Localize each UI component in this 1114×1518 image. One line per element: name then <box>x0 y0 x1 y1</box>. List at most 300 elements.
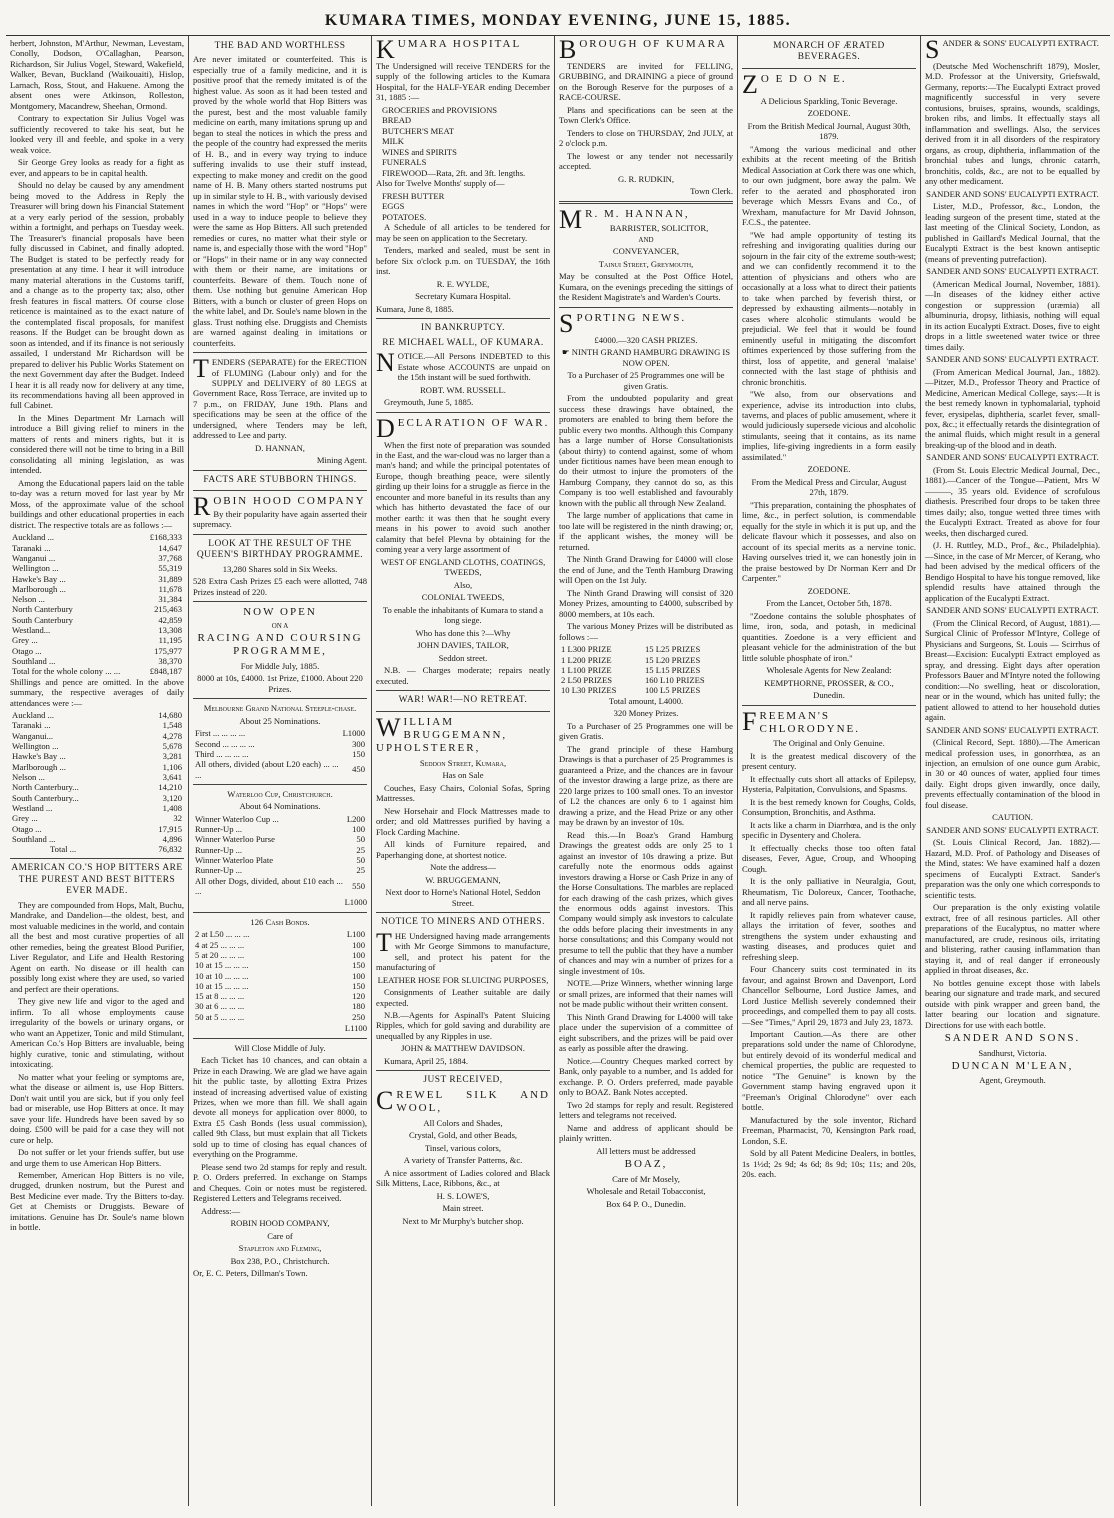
ad-paragraph: The various Money Prizes will be distributed as follows :— <box>559 621 733 642</box>
ad-line: 13,280 Shares sold in Six Weeks. <box>222 563 338 574</box>
table-cell: 42,859 <box>158 614 182 625</box>
ad-paragraph: (American Medical Journal, November, 1881).—In diseases of the kidney either active congestion or suppression (uræmia) all albuminuria, dropsy, lithiasis, nothing will equal in its action Eucalypti Extract. Doses, five to eight drops in a little sweetened water twice or three times daily. <box>925 278 1100 352</box>
divider <box>559 307 733 308</box>
table-row <box>10 543 184 553</box>
total-label: Total for the whole colony ... ... <box>12 666 121 677</box>
divider <box>376 912 550 913</box>
ad-paragraph: A Schedule of all articles to be tendered for may be seen on application to the Secretary. <box>376 222 550 243</box>
ad-date: Greymouth, June 5, 1885. <box>384 397 474 408</box>
table-row <box>10 824 184 834</box>
divider <box>193 470 367 471</box>
ad-paragraph: (J. H. Ruttley, M.D., Prof., &c., Philadelphia).—Since, in the case of Mr Mercer, of Kerang, who had been advised by the medical officers of the Bendigo Hospital to have his tongue removed, like splendid results have attained through the application of the Eucalypti Extract. <box>925 540 1100 603</box>
article-paragraph: herbert, Johnston, M'Arthur, Newman, Levestam, Conolly, Dodson, O'Callaghan, Pearson, Richardson, Sir Julius Vogel, Steward, Wakefield, Walker, Bevan, Buckland (Waikouaiti), Hislop, Larnach, Ross, Stout, and Hakuene. Among the absent ones were Atkinson, Rolleston, Montgomery, Macandrew, Sheehan, Ormond. <box>10 38 184 111</box>
ad-title: OROUGH OF KUMARA <box>579 38 727 50</box>
table-cell: 11,678 <box>158 583 182 594</box>
address-line: Box 238, P.O., Christchurch. <box>230 1255 330 1266</box>
ad-paragraph: Two 2d stamps for reply and result. Registered letters and telegrams not received. <box>559 1099 733 1121</box>
table-cell: 120 <box>352 991 365 1002</box>
table-cell: 1,106 <box>162 761 182 772</box>
table-cell: 3,281 <box>162 751 182 762</box>
attendance-total <box>10 844 184 854</box>
table-cell: 300 <box>352 738 365 749</box>
ad-paragraph: To a Purchaser of 25 Programmes one will be given Gratis. <box>559 720 733 742</box>
ad-name: BOAZ, <box>624 1158 668 1171</box>
table-cell: 1 L100 PRIZE <box>561 664 612 675</box>
total-label: Total ... <box>50 844 77 855</box>
table-row <box>193 1001 367 1011</box>
ad-line: Tinsel, various colors, <box>424 1142 502 1153</box>
table-cell: 10 at 10 ... ... ... <box>195 970 249 981</box>
section-heading: ZOEDONE. <box>807 464 851 475</box>
ad-title: OBIN HOOD COMPANY <box>213 495 366 508</box>
table-cell: Grey ... <box>12 813 38 824</box>
table-cell: L1000 <box>342 728 365 739</box>
ad-subtitle: By their popularity have again asserted their supremacy. <box>193 508 367 530</box>
table-cell: South Canterbury <box>12 614 73 625</box>
table-cell: 1,408 <box>162 802 182 813</box>
article-paragraph: Shillings and pence are omitted. In the above summary, the respective averages of daily attendances were :— <box>10 676 184 708</box>
ad-line: COLONIAL TWEEDS, <box>421 592 505 603</box>
table-row <box>10 656 184 666</box>
ad-line: Next door to Horne's National Hotel, Seddon Street. <box>385 887 541 908</box>
ad-paragraph: "This preparation, containing the phosphates of lime, &c., in perfect solution, is commendable equally for the style in which it is put up, and the delicate flavour which it possesses, and also on account of its special merits as a nervine tonic. Having ourselves tried it, we can honestly join in the praise bestowed by Dr Norman Kerr and Dr Carpenter." <box>742 499 916 584</box>
column-2 <box>189 36 372 1506</box>
signature: G. R. RUDKIN, <box>617 173 675 184</box>
ad-line: £4000.—320 CASH PRIZES. <box>594 334 698 345</box>
masthead: KUMARA TIMES, MONDAY EVENING, JUNE 15, 1885. <box>324 12 792 29</box>
ad-paragraph: Remember, American Hop Bitters is no vile, drugged, drunken nostrum, but the Purest and Best Medicine ever made. Try the Bitters to-day. Get at Chemists or Druggists. Beware of imitations. Genuine has Dr. Soule's name blown in bottle. <box>10 1170 184 1233</box>
table-cell: 4,278 <box>162 730 182 741</box>
section-heading: Melbourne Grand National Steeple-chase. <box>203 703 357 714</box>
ad-line: From the Lancet, October 5th, 1878. <box>766 598 892 609</box>
ad-line: Crystal, Gold, and other Beads, <box>408 1130 518 1141</box>
table-cell: 15 L25 PRIZES <box>644 644 701 655</box>
divider <box>742 705 916 706</box>
ad-paragraph: (Clinical Record, Sept. 1880).—The American medical profession uses, in gonorrhœa, as an injection, an emulsion of one ounce gum Arabic, in 30 or 40 ounces of water, applied four times daily. Eight drops given inwardly, once daily, prevents effectually contamination of the blood in foul disease. <box>925 737 1100 810</box>
table-cell: Runner-Up ... <box>195 865 243 876</box>
table-row <box>10 803 184 813</box>
ad-paragraph: The Ninth Grand Drawing for £4000 will close the end of June, and the Tenth Hamburg Drawing will Open on the 1st July. <box>559 554 733 586</box>
signature: ROBT. WM. RUSSELL. <box>420 384 506 395</box>
table-cell: 150 <box>352 980 365 991</box>
drop-cap: Z <box>742 69 758 99</box>
divider <box>376 412 550 413</box>
ad-paragraph: The Undersigned will receive TENDERS for the supply of the following articles to the Kumara Hospital, for the HALF-YEAR ending December 31, 1885 :— <box>376 61 550 103</box>
table-cell: Hawke's Bay ... <box>12 573 66 584</box>
table-row <box>559 644 733 654</box>
table-cell: Hawke's Bay ... <box>12 751 66 762</box>
ad-line: To enable the inhabitants of Kumara to stand a long siege. <box>382 604 544 626</box>
signature-title: Main street. <box>442 1203 484 1214</box>
ad-title: O E D O N E. <box>760 72 847 85</box>
ad-heading: RE MICHAEL WALL, OF KUMARA. <box>382 337 544 348</box>
cash-bonds-table <box>193 929 367 1022</box>
article-paragraph: Should no delay be caused by any amendment being moved to the Address in Reply the Treasurer will bring down his Financial Statement at a very early period of the session, probably within a fortnight, and perhaps on Tuesday week. The Treasurer's financial proposals have been fully discussed in Cabinet, and finally adopted. The Budget is stated to be perfectly ready for presentation at any time. I hear it will introduce many material alterations in the Customs tariff, and a change as to the property tax; also, other fresh features in fiscal matters. Of course close reticence is maintained as to the exact nature of the contemplated fiscal proposals, for manifest reasons. If the Budget can be brought down as soon as intended, and if its finance is not seriously assailed, I understand Mr Richardson will be prepared to deliver his Public Works Statement on the next Government day after the Budget. Indeed I hear it is all ready now for delivery at any time, its recommendations having all been approved in full Cabinet. <box>10 180 184 411</box>
ad-line: Wholesale Agents for New Zealand: <box>766 665 892 676</box>
ad-line: From the British Medical Journal, August 30th, 1879. <box>747 120 911 142</box>
ad-line: WEST OF ENGLAND CLOTHS, COATINGS, TWEEDS, <box>380 556 546 578</box>
table-cell: L100 <box>346 929 365 940</box>
column-4 <box>555 36 738 1506</box>
table-cell: Wanganui... <box>12 730 54 741</box>
table-cell: 37,768 <box>158 552 182 563</box>
column-6 <box>921 36 1104 1506</box>
ad-line: Total amount, L4000. <box>608 695 684 706</box>
table-cell: Southland ... <box>12 833 56 844</box>
ad-paragraph: The large number of applications that came in too late will be registered in the ninth drawing; or, if the applicant wishes, the money will be returned. <box>559 510 733 552</box>
pointing-hand-icon: ☛ <box>561 347 572 358</box>
divider <box>742 68 916 69</box>
signature-title: Mining Agent. <box>316 455 367 466</box>
table-row <box>10 625 184 635</box>
ad-line: N.B. — Charges moderate; repairs neatly executed. <box>376 665 550 686</box>
section-heading: SANDER AND SONS' EUCALYPTI EXTRACT. <box>926 266 1099 277</box>
table-cell: 100 <box>352 824 365 835</box>
hospital-items-list <box>376 105 550 178</box>
ad-paragraph: From the undoubted popularity and great success these drawings have obtained, the promoters are enabled to bring them before the public every two months. Although this Company has a large number of Horse Consultationists (about thirty) to contend against, some of whom under fictitious names have been mean enough to do their utmost to injure the promoters of the Hamburg Company, they cannot do so, as this Company is too well established and favourably known with the public all through New Zealand. <box>559 393 733 508</box>
article-paragraph: In the Mines Department Mr Larnach will introduce a Bill giving relief to miners in the matters of rents and miners rights, but it is considered there will not be time to bring in a Bill consolidating all mining legislation, as was intended. <box>10 412 184 476</box>
table-cell: 10 at 15 ... ... ... <box>195 980 249 991</box>
table-cell: 3,120 <box>162 792 182 803</box>
ad-heading: AMERICAN CO.'S HOP BITTERS ARE THE PUREST AND BEST BITTERS EVER MADE. <box>11 863 183 897</box>
signature: D. HANNAN, <box>255 442 305 453</box>
ad-paragraph: Tenders, marked and sealed, must be sent in before Six o'clock p.m. on TUESDAY, the 16th inst. <box>376 245 550 277</box>
table-cell: 15 at 8 ... ... ... <box>195 991 245 1002</box>
address-line: Stapleton and Fleming, <box>238 1243 322 1254</box>
table-cell: Runner-Up ... <box>195 844 243 855</box>
table-row <box>10 646 184 656</box>
ad-paragraph: No bottles genuine except those with labels bearing our signature and trade mark, and secured outside with pink wrapper and green band, the latter bearing our location and signature. Directions for use with each bottle. <box>925 977 1100 1030</box>
ad-line: About 25 Nominations. <box>239 715 321 726</box>
table-cell: 50 <box>356 855 365 866</box>
section-heading: ZOEDONE. <box>807 108 851 119</box>
table-cell: 31,384 <box>158 594 182 605</box>
table-cell: 3,641 <box>162 771 182 782</box>
signature: R. E. WYLDE, <box>436 278 490 289</box>
table-row <box>193 876 367 897</box>
table-cell: Otago ... <box>12 823 42 834</box>
divider <box>193 601 367 602</box>
table-row <box>10 834 184 844</box>
table-cell: Winner Waterloo Purse <box>195 834 275 845</box>
ad-heading: IN BANKRUPTCY. <box>421 323 505 334</box>
list-item: BREAD <box>382 115 412 126</box>
ad-line: Will Close Middle of July. <box>234 1042 326 1053</box>
table-row <box>193 749 367 759</box>
ad-paragraph: Lister, M.D., Professor, &c., London, the leading surgeon of the present time, stated at the last meeting of the Clinical Society, London, as published in Gaillard's Medical Journal, that the Eucalypti Extract is the best known antiseptic (means of preventing putrefaction). <box>925 201 1100 264</box>
ad-heading: MONARCH OF ÆRATED BEVERAGES. <box>773 41 885 63</box>
ad-name: KEMPTHORNE, PROSSER, & CO., <box>764 677 894 688</box>
ad-line: Also for Twelve Months' supply of— <box>376 178 505 189</box>
drop-cap: C <box>376 1085 394 1115</box>
ad-date: Kumara, June 8, 1885. <box>376 303 454 314</box>
ad-paragraph: HE Undersigned having made arrangements with Mr George Simmons to manufacture, sell, and protect his patent for the manufacturing of <box>376 930 550 973</box>
table-cell: 31,889 <box>158 573 182 584</box>
table-cell: 10 at 15 ... ... ... <box>195 960 249 971</box>
table-cell: Westland ... <box>12 802 53 813</box>
drop-cap: S <box>559 308 574 338</box>
address-line: Agent, Greymouth. <box>979 1075 1046 1086</box>
drop-cap: T <box>376 927 392 957</box>
list-item: FRESH BUTTER <box>382 190 445 201</box>
drop-cap: R <box>193 492 211 522</box>
ad-paragraph: Tenders to close on THURSDAY, 2nd JULY, at 2 o'clock p.m. <box>559 127 733 149</box>
table-row <box>193 855 367 865</box>
table-row <box>193 950 367 960</box>
ad-name: DUNCAN M'LEAN, <box>951 1060 1074 1072</box>
table-cell: South Canterbury... <box>12 792 79 803</box>
list-item: GROCERIES and PROVISIONS <box>382 104 498 115</box>
table-cell: 1 L200 PRIZE <box>561 654 612 665</box>
table-row <box>193 834 367 844</box>
table-row <box>193 845 367 855</box>
address-line: Care of Mr Mosely, <box>612 1173 680 1184</box>
table-row <box>10 604 184 614</box>
ad-line: A Delicious Sparkling, Tonic Beverage. <box>760 95 898 106</box>
table-cell: 5,678 <box>162 741 182 752</box>
ad-paragraph: It effectually checks those too often fatal diseases, Fever, Ague, Croup, and Whooping Cough. <box>742 842 916 874</box>
divider <box>193 490 367 491</box>
ad-paragraph: "Among the various medicinal and other exhibits at the recent meeting of the British Medical Association at Cork there was one which, to our own judgment, bore away the palm. We refer to the aerated and phosphorated iron beverage which Messrs Evans and Co., of Wrexham, manufacture for Mr David Johnson, F.C.S., the patentee. <box>742 143 916 228</box>
ad-paragraph: A nice assortment of Ladies colored and Black Silk Mittens, Lace, Ribbons, &c., at <box>376 1167 550 1189</box>
ad-paragraph: Each Ticket has 10 chances, and can obtain a Prize in each Drawing. We are glad we have again hit the public taste, by allotting Extra Prizes instead of increasing advertised value of existing Prizes, when we more than fill. We shall again devote all moneys for application over 8000, to Extra £5 Cash Bonds (less usual commission), called 9th Class, but must explain that all Tickets sold up to time of closing has equal chances of everything on the Programme. <box>193 1055 367 1160</box>
ad-paragraph: It effectually cuts short all attacks of Epilepsy, Hysteria, Palpitation, Convulsions, and Spasms. <box>742 773 916 795</box>
table-row <box>193 1012 367 1022</box>
ad-paragraph: Sold by all Patent Medicine Dealers, in bottles, 1s 1½d; 2s 9d; 4s 6d; 8s 9d; 10s; 11s; and 20s, 20s. each. <box>742 1148 916 1180</box>
table-cell: Marlborough ... <box>12 583 66 594</box>
list-item: BUTCHER'S MEAT <box>382 125 454 136</box>
drop-cap: K <box>376 36 395 64</box>
table-cell: Westland... <box>12 625 51 636</box>
drop-cap: T <box>193 354 209 384</box>
ad-paragraph: (St. Louis Clinical Record, Jan. 1882).—Hazard, M.D. Prof. of Pathology and Diseases of the Mind, states: We have examined half a dozen specimens of Eucalypti Extract. Sander's preparation was the only one which corresponds to scientific tests. <box>925 837 1100 900</box>
drop-cap: N <box>376 348 395 378</box>
ad-paragraph: It rapidly relieves pain from whatever cause, allays the irritation of fever, soothes and strengthens the system under exhausting and wasting diseases, and produces quiet and refreshing sleep. <box>742 909 916 962</box>
divider <box>376 711 550 712</box>
table-cell: Grey ... <box>12 635 38 646</box>
table-row <box>10 574 184 584</box>
ad-title: REEMAN'S CHLORODYNE. <box>759 709 860 735</box>
ad-heading: WAR! WAR!—NO RETREAT. <box>398 695 528 706</box>
table-row <box>193 991 367 1001</box>
table-cell: Winner Waterloo Cup ... <box>195 813 279 824</box>
section-heading: 126 Cash Bonds. <box>250 916 310 927</box>
school-values-total <box>10 666 184 676</box>
divider <box>376 1070 550 1071</box>
table-cell: 25 <box>356 844 365 855</box>
ad-paragraph: Our preparation is the only existing volatile extract, free of all resinous particles. All other preparations of the Eucalyptus, no matter where manufactured, are crude, resinous oils, irritating and blistering, rather causing inflammation than staying it, and of real danger if erroneously applied in throat diseases, &c. <box>925 902 1100 976</box>
drop-cap: W <box>376 712 401 742</box>
table-cell: 14,210 <box>158 782 182 793</box>
divider <box>193 698 367 699</box>
divider <box>193 912 367 913</box>
table-cell: 2 L50 PRIZES <box>561 675 613 686</box>
ad-line: All Colors and Shades, <box>423 1117 503 1128</box>
table-cell: 30 at 6 ... ... ... <box>195 1001 245 1012</box>
table-cell: 15 L20 PRIZES <box>644 654 701 665</box>
signature: SANDER AND SONS. <box>944 1032 1081 1045</box>
table-row <box>10 731 184 741</box>
ad-line: To a Purchaser of 25 Programmes one will be given Gratis. <box>567 370 725 391</box>
table-cell: 4 at 25 ... ... ... <box>195 939 245 950</box>
attendance-table <box>10 710 184 844</box>
ad-paragraph: New Horsehair and Flock Mattresses made to order; and old Mattresses purified by having a Flock Carding Machine. <box>376 805 550 837</box>
table-row <box>10 720 184 730</box>
ad-heading: LOOK AT THE RESULT OF THE QUEEN'S BIRTHDAY PROGRAMME. <box>196 538 364 561</box>
table-cell: 100 <box>352 949 365 960</box>
total-value: 76,832 <box>158 844 182 855</box>
table-cell: 5 at 20 ... ... ... <box>195 949 245 960</box>
table-cell: 14,680 <box>158 710 182 721</box>
signature: H. S. LOWE'S, <box>436 1190 490 1201</box>
list-item: EGGS <box>382 201 405 212</box>
table-cell: 1 L300 PRIZE <box>561 644 612 655</box>
article-paragraph: Sir George Grey looks as ready for a fight as ever, and appears to be in capital health. <box>10 157 184 178</box>
table-cell: Nelson ... <box>12 594 45 605</box>
ad-paragraph: This Ninth Grand Drawing for L4000 will take place under the supervision of a committee of eight subscribers, and the prizes will be paid over as early as possible after the drawing. <box>559 1011 733 1054</box>
table-row <box>10 751 184 761</box>
drop-cap: F <box>742 706 757 736</box>
table-row <box>193 824 367 834</box>
table-cell: 150 <box>352 960 365 971</box>
table-cell: Auckland ... <box>12 710 55 721</box>
ad-line: Has on Sale <box>442 770 484 781</box>
table-cell: North Canterbury... <box>12 782 79 793</box>
ad-paragraph: Four Chancery suits cost terminated in its favour, and against Brown and Davenport, Lord Chancellor Selbourne, Lord Justice James, and Lord Justice Mellish severely condemned their proceedings, and compelled them to pay all costs.—See "Times," April 29, 1873 and July 23, 1873. <box>742 964 916 1027</box>
ad-paragraph: Do not suffer or let your friends suffer, but use and urge them to use American Hop Bitters. <box>10 1147 184 1168</box>
ad-title: REWEL SILK AND WOOL, <box>396 1088 550 1115</box>
table-cell: 32 <box>173 813 182 824</box>
table-row <box>10 532 184 542</box>
table-cell: North Canterbury <box>12 604 73 615</box>
table-row <box>10 584 184 594</box>
ad-title: ILLIAM BRUGGEMANN, UPHOLSTERER, <box>376 715 508 755</box>
section-heading: CAUTION. <box>992 812 1033 823</box>
ad-paragraph: TENDERS are invited for FELLING, GRUBBING, and DRAINING a piece of ground on the Borough Reserve for the purposes of a RACE-COURSE. <box>559 61 733 103</box>
drop-cap: D <box>376 413 395 443</box>
table-row <box>193 814 367 824</box>
ad-paragraph: May be consulted at the Post Office Hotel, Kumara, on the evenings preceding the sittings of the Resident Magistrate's and Warden's Courts. <box>559 271 733 303</box>
ad-line: Seddon street. <box>438 652 488 663</box>
table-cell: 50 <box>356 834 365 845</box>
list-item: POTATOES. <box>382 211 427 222</box>
table-row <box>10 782 184 792</box>
table-cell: Marlborough ... <box>12 761 66 772</box>
table-cell: 450 <box>352 764 365 775</box>
ad-line: For Middle July, 1885. <box>240 660 320 671</box>
list-item: MILK <box>382 136 404 147</box>
ad-paragraph: N.B.—Agents for Aspinall's Patent Sluicing Ripples, which for gold saving and durability are unequalled by any Ripples in use. <box>376 1010 550 1041</box>
hamburg-prizes-table <box>559 644 733 696</box>
ad-line: 8000 at 10s, £4000. 1st Prize, £1000. About 220 Prizes. <box>197 673 363 694</box>
section-heading: ZOEDONE. <box>807 585 851 596</box>
table-cell: 4,896 <box>162 833 182 844</box>
section-heading: SANDER AND SONS' EUCALYPTI EXTRACT. <box>926 724 1099 735</box>
section-heading: Waterloo Cup, Christchurch. <box>227 788 333 799</box>
ad-paragraph: (From St. Louis Electric Medical Journal, Dec., 1881).—Cancer of the Tongue—Patient, Mrs W———, 35 years old. Evidence of scrofulous diathesis. Prescribed four drops to be taken three times daily; also, tongue wetted three times with the Eucalypti Extract. Treated as above for four weeks, then discharged cured. <box>925 464 1100 538</box>
ad-paragraph: The lowest or any tender not necessarily accepted. <box>559 150 733 172</box>
ad-heading: JUST RECEIVED, <box>423 1075 503 1086</box>
column-3 <box>372 36 555 1506</box>
ad-title: ECLARATION OF WAR. <box>397 416 550 429</box>
table-row <box>559 655 733 665</box>
divider <box>376 690 550 691</box>
table-cell: 25 <box>356 865 365 876</box>
list-item: WINES and SPIRITS <box>382 146 457 157</box>
table-cell: 11,195 <box>158 635 182 646</box>
ad-line: The Original and Only Genuine. <box>773 738 885 749</box>
table-row <box>10 710 184 720</box>
table-row <box>10 762 184 772</box>
list-item: FUNERALS <box>382 157 427 168</box>
table-row <box>193 739 367 749</box>
divider <box>559 201 733 204</box>
ad-paragraph: Name and address of applicant should be plainly written. <box>559 1122 733 1144</box>
table-cell: First ... ... ... ... <box>195 728 246 739</box>
ad-paragraph: The grand principle of these Hamburg Drawings is that a purchaser of 25 Programmes is guaranteed a Prize, and the chances are in favour of the investor drawing a large prize, as there are 220 large prizes to 100 small ones. To an investor of L2 the chances are only 6 to 1 against him drawing a prize, and the Head Prize or any other may be drawn by an investor of 10s. <box>559 743 733 828</box>
ad-paragraph: Please send two 2d stamps for reply and result. P. O. Orders preferred. In exchange on Stamps and Cheques. Coin or notes must be registered. Registered Letters and Telegrams received. <box>193 1161 367 1204</box>
table-cell: All others, divided (about L20 each) ... ... ... <box>195 759 339 780</box>
table-cell: 180 <box>352 1001 365 1012</box>
ad-heading: FACTS ARE STUBBORN THINGS. <box>203 474 357 485</box>
table-cell: 13,308 <box>158 625 182 636</box>
table-cell: Wanganui ... <box>12 552 56 563</box>
section-heading: SANDER AND SONS' EUCALYPTI EXTRACT. <box>926 824 1099 835</box>
ad-paragraph: It acts like a charm in Diarrhœa, and is the only specific in Dysentery and Cholera. <box>742 819 916 841</box>
table-cell: 1,548 <box>162 720 182 731</box>
table-cell: 175,977 <box>154 645 182 656</box>
hospital-items-list <box>376 191 550 222</box>
address-line: Wholesale and Retail Tobacconist, <box>586 1186 706 1197</box>
table-cell: L200 <box>346 813 365 824</box>
ad-line: Also, <box>453 579 473 590</box>
ad-heading: THE BAD AND WORTHLESS <box>214 41 346 51</box>
table-cell: 14,647 <box>158 542 182 553</box>
table-cell: Southland ... <box>12 656 56 667</box>
ad-paragraph: (From American Medical Journal, Jan., 1882).—Pitzer, M.D., Professor Theory and Practice of Medicine, American Medical College, says:—It is the best remedy known in typhomalarial, typhoid fever, erysipelas, diphtheria, scarlet fever, small-pox, &c.; it effectually retards the disintegration of the animal fluids, which might result in a general breaking-up of the blood and in death. <box>925 366 1100 450</box>
divider <box>10 858 184 859</box>
table-cell: 250 <box>352 1011 365 1022</box>
ad-paragraph: Are never imitated or counterfeited. This is especially true of a family medicine, and it is positive proof that the remedy imitated is of the highest value. As soon as it had been tested and proved by the whole world that Hop Bitters was the purest, best and the most valuable family medicine on earth, many imitations sprung up and began to steal the notices in which the press and the people of the country had expressed the merits of H. B., and in every way trying to induce suffering invalids to use their stuff instead, expecting to make money and credit on the good name of H. B. Many others started nostrums put up in similar style to H. B., with variously devised names in which the word "Hop" or "Hops" were used in a way to induce people to believe they were the same as Hop Bitters. All such pretended remedies or cures, no matter what their style or name is, and especially those with the word "Hop" or "Hops" in their name or in any way connected with them or their name, are imitations or counterfeits. Beware of them. Touch none of them. Use nothing but genuine American Hop Bitters, with a bunch or cluster of green Hops on the white label, and Dr. Soule's name blown in the glass. Trust nothing else. Druggists and Chemists are warned against dealing in imitations or counterfeits. <box>193 54 367 348</box>
ad-line: Tainui Street, Greymouth, <box>598 258 694 269</box>
table-cell: £168,333 <box>149 532 182 543</box>
section-heading: SANDER AND SONS' EUCALYPTI EXTRACT. <box>926 188 1099 199</box>
ad-paragraph: NOTE.—Prize Winners, whether winning large or small prizes, are informed that their names will not be made public without their written consent. <box>559 978 733 1010</box>
ad-paragraph: Manufactured by the sole inventor, Richard Freeman, Pharmacist, 70, Kensington Park road, London, S.E. <box>742 1114 916 1146</box>
table-row <box>193 971 367 981</box>
ad-paragraph: Consignments of Leather suitable are daily expected. <box>376 987 550 1008</box>
address-line: Care of <box>267 1230 293 1241</box>
table-cell: 100 L5 PRIZES <box>644 685 701 696</box>
table-row <box>10 635 184 645</box>
total-value: £848,187 <box>149 666 182 677</box>
table-cell: 55,319 <box>158 563 182 574</box>
ad-line: BARRISTER, SOLICITOR, <box>609 223 709 234</box>
ad-line: All letters must be addressed <box>596 1145 696 1156</box>
drop-cap: M <box>559 204 583 234</box>
ad-line: Who has done this ?—Why <box>415 627 511 638</box>
ad-line: About 64 Nominations. <box>239 801 321 812</box>
ad-paragraph: Couches, Easy Chairs, Colonial Sofas, Spring Mattresses. <box>376 782 550 804</box>
ad-heading: NINTH GRAND HAMBURG DRAWING IS NOW OPEN. <box>571 347 731 368</box>
ad-paragraph: All kinds of Furniture repaired, and Paperhanging done, at shortest notice. <box>376 839 550 860</box>
ad-paragraph: ENDERS (SEPARATE) for the ERECTION of FLUMING (Labour only) and for the SUPPLY and DELIVERY of 80 LEGS at Government Race, Ross Terrace, are invited up to 7 p.m., on FRIDAY, June 19th. Plans and specifications may be seen at the office of the undersigned, where Tenders may be left, addressed to Lee and party. <box>193 357 367 441</box>
address-line: Sandhurst, Victoria. <box>978 1047 1047 1058</box>
signature-title: Town Clerk. <box>690 186 733 197</box>
ad-paragraph: OTICE.—All Persons INDEBTED to this Estate whose ACCOUNTS are unpaid on the 15th instant will be sued forthwith. <box>397 351 550 383</box>
ad-line: 320 Money Prizes. <box>613 708 679 719</box>
table-cell: 150 <box>352 748 365 759</box>
